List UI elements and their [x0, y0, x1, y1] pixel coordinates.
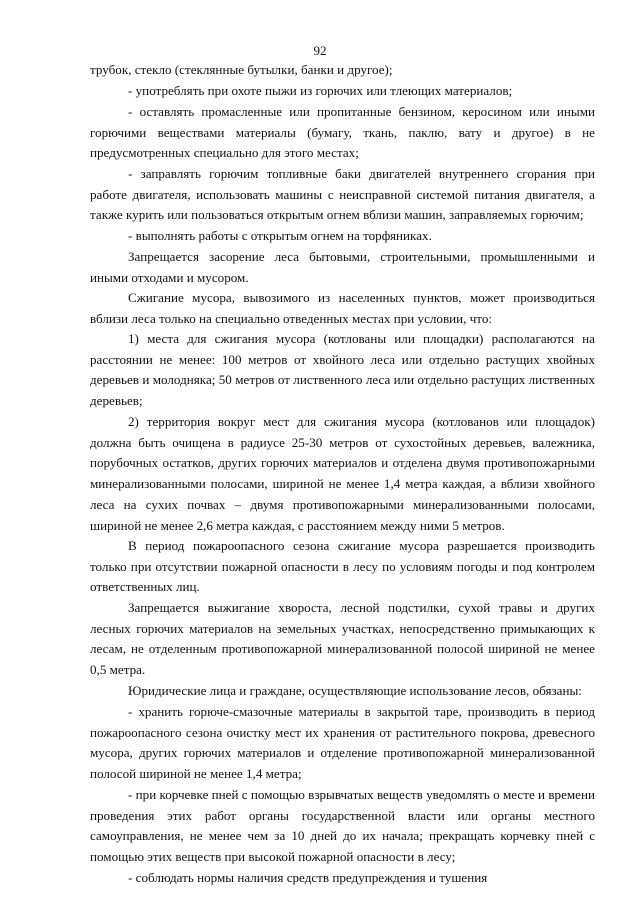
list-item-fuel-storage: - хранить горюче-смазочные материалы в закрытой таре, производить в период пожароопасного сезона очистку мест их хранения от растительного покрова, древесного мусора, других горючих материалов и отделение противопожарной минерализованной полосой шириной не менее 1,4 метра; — [90, 704, 595, 782]
paragraph-continuation: трубок, стекло (стеклянные бутылки, банки и другое); — [90, 62, 393, 77]
paragraph-fire-season: В период пожароопасного сезона сжигание мусора разрешается производить только при отсутствии пожарной опасности в лесу по условиям погоды и под контролем ответственных лиц. — [90, 538, 595, 595]
paragraph-obligations: Юридические лица и граждане, осуществляющие использование лесов, обязаны: — [128, 683, 582, 698]
list-item-refueling: - заправлять горючим топливные баки двигателей внутреннего сгорания при работе двигателя, использовать машины с неисправной системой питания двигателя, а также курить или пользоваться открытым огнем вблизи машин, заправляемых горючим; — [90, 166, 595, 223]
page-number: 92 — [313, 43, 327, 58]
paragraph-littering-ban: Запрещается засорение леса бытовыми, строительными, промышленными и иными отходами и мусором. — [90, 249, 595, 285]
list-item-stump-removal: - при корчевке пней с помощью взрывчатых веществ уведомлять о месте и времени проведения этих работ органы государственной власти или органы местного самоуправления, не менее чем за 10 дней до их начала; прекращать корчевку пней с помощью этих веществ при высокой пожарной опасности в лесу; — [90, 787, 595, 865]
paragraph-burning-ban: Запрещается выжигание хвороста, лесной подстилки, сухой травы и других лесных горючих материалов на земельных участках, непосредственно примыкающих к лесам, не отделенным противопожарной минерализованной полосой шириной не менее 0,5 метра. — [90, 600, 595, 678]
list-item-wads: - употреблять при охоте пыжи из горючих или тлеющих материалов; — [128, 83, 513, 98]
list-item-burning-sites: 1) места для сжигания мусора (котлованы или площадки) располагаются на расстоянии не менее: 100 метров от хвойного леса или отдельно растущих хвойных деревьев и молодняка; 50 метров от лиственного леса или отдельно растущих лиственных деревьев; — [90, 331, 595, 409]
list-item-fire-equipment: - соблюдать нормы наличия средств предупреждения и тушения — [128, 870, 488, 885]
list-item-site-clearing: 2) территория вокруг мест для сжигания мусора (котлованов или площадок) должна быть очищена в радиусе 25-30 метров от сухостойных деревьев, валежника, порубочных остатков, других горючих материалов и отделена двумя противопожарными минерализованными полосами, шириной не менее 1,4 метра каждая, а вблизи хвойного леса на сухих почвах – двумя противопожарными минерализованными полосами, шириной не менее 2,6 метра каждая, с расстоянием между ними 5 метров. — [90, 414, 595, 533]
paragraph-waste-burning: Сжигание мусора, вывозимого из населенных пунктов, может производиться вблизи леса только на специально отведенных местах при условии, что: — [90, 290, 595, 326]
list-item-oily-materials: - оставлять промасленные или пропитанные бензином, керосином или иными горючими веществами материалы (бумагу, ткань, паклю, вату и другое) в не предусмотренных специально для этого местах; — [90, 104, 595, 161]
list-item-peatlands: - выполнять работы с открытым огнем на торфяниках. — [128, 228, 432, 243]
